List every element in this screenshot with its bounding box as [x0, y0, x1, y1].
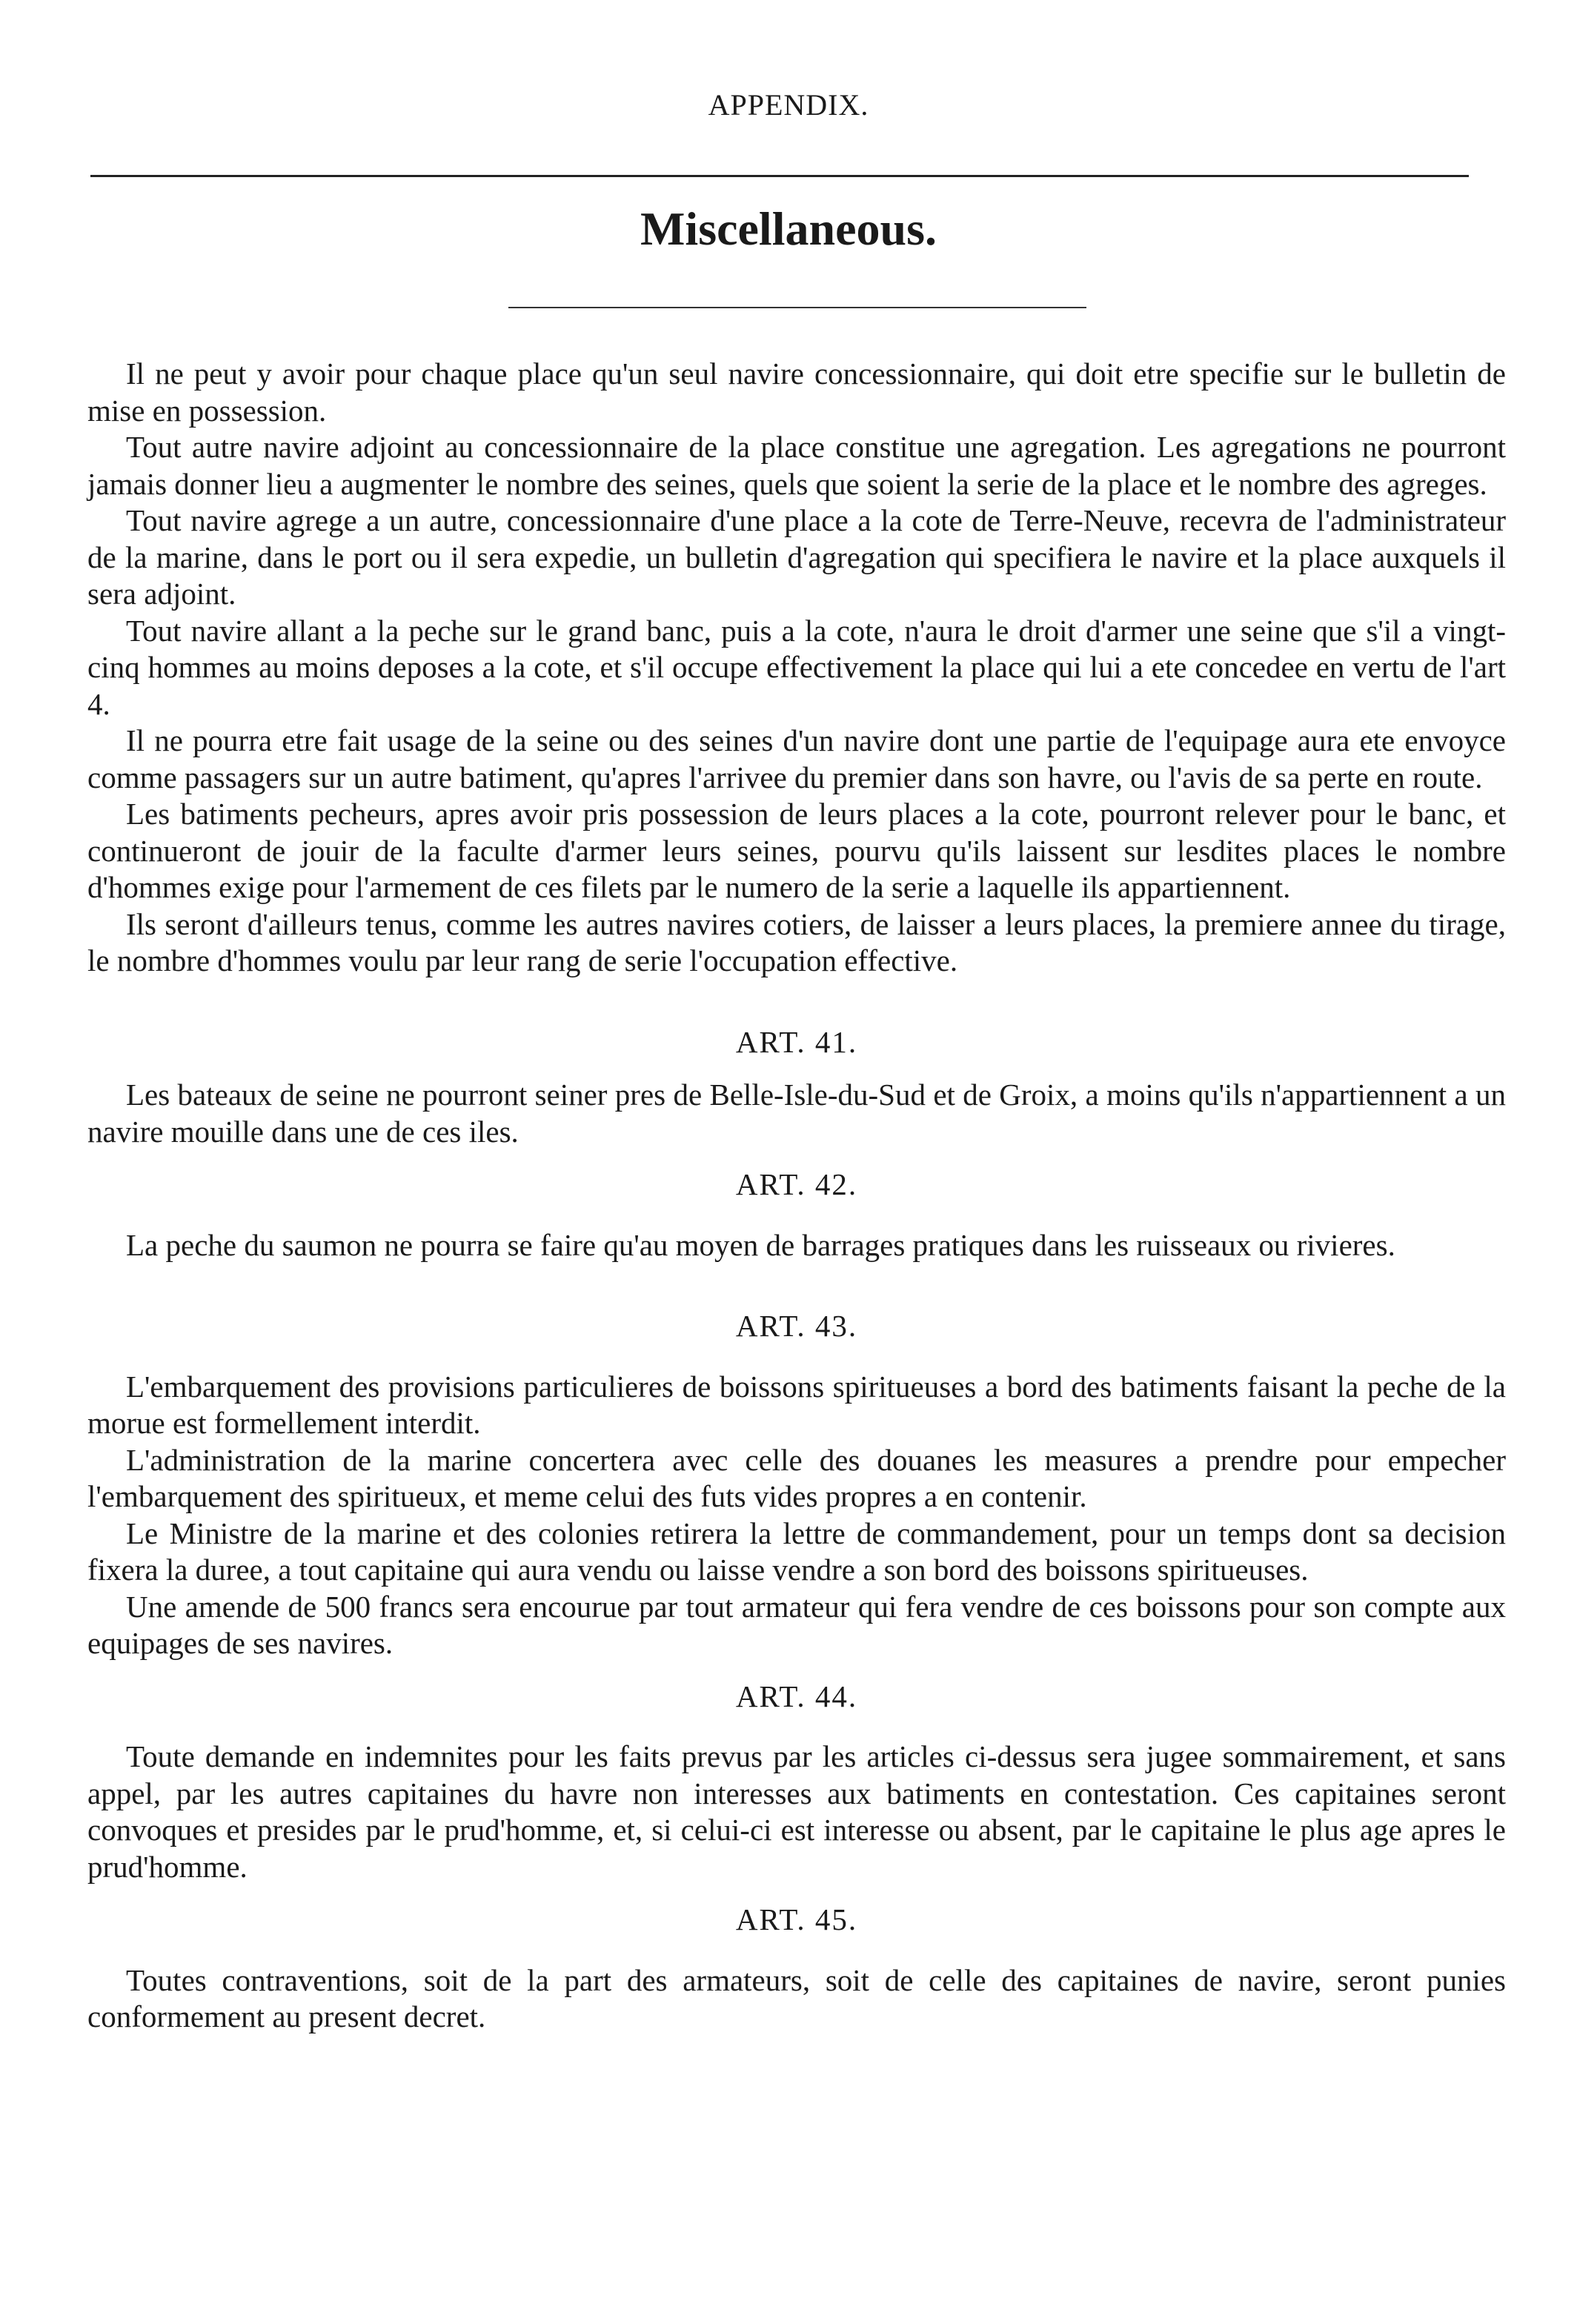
paragraph: Ils seront d'ailleurs tenus, comme les autres navires cotiers, de laisser a leurs places, la premiere annee du tirage, le nombre d'hommes voulu par leur rang de serie l'occupation effective. — [87, 906, 1506, 977]
section-title: Miscellaneous. — [640, 202, 937, 255]
paragraph: Il ne pourra etre fait usage de la seine ou des seines d'un navire dont une partie de l'equipage aura ete envoyce comme passagers sur un autre batiment, qu'apres l'arrivee du premier dans son havre, ou l'avis de sa perte en route. — [87, 723, 1506, 794]
running-head: APPENDIX. — [708, 88, 869, 122]
paragraph: Toutes contraventions, soit de la part des armateurs, soit de celle des capitaines de navire, seront punies conformement au present decret. — [87, 1962, 1506, 2034]
paragraph: Toute demande en indemnites pour les faits prevus par les articles ci-dessus sera jugee sommairement, et sans appel, par les autres capitaines du havre non interesses aux batiments en contestation. Ces capitaines seront convoques et presides par le prud'homme, et, si celui-ci est interesse ou absent, par le capitaine le plus age apres le prud'homme. — [87, 1739, 1506, 1884]
paragraph: Tout navire agrege a un autre, concessionnaire d'une place a la cote de Terre-Neuve, recevra de l'administrateur de la marine, dans le port ou il sera expedie, un bulletin d'agregation qui specifiera le navire et la place auxquels il sera adjoint. — [87, 503, 1506, 611]
article-heading: ART. 43. — [735, 1309, 858, 1343]
paragraph: Le Ministre de la marine et des colonies retirera la lettre de commandement, pour un temps dont sa decision fixera la duree, a tout capitaine qui aura vendu ou laisse vendre a son bord des boissons spiritueuses. — [87, 1515, 1506, 1587]
article-heading: ART. 42. — [735, 1167, 858, 1201]
paragraph: Tout navire allant a la peche sur le grand banc, puis a la cote, n'aura le droit d'armer une seine que s'il a vingt-cinq hommes au moins deposes a la cote, et s'il occupe effectivement la place qui lui a ete concedee en vertu de l'art 4. — [87, 613, 1506, 721]
body-text — [87, 356, 1506, 2036]
paragraph: L'embarquement des provisions particulieres de boissons spiritueuses a bord des batiments faisant la peche de la morue est formellement interdit. — [87, 1369, 1506, 1440]
paragraph: Les batiments pecheurs, apres avoir pris possession de leurs places a la cote, pourront relever pour le banc, et continueront de jouir de la faculte d'armer leurs seines, pourvu qu'ils laissent sur lesdites places le nombre d'hommes exige pour l'armement de ces filets par le numero de la serie a laquelle ils appartiennent. — [87, 797, 1506, 904]
paragraph: Il ne peut y avoir pour chaque place qu'un seul navire concessionnaire, qui doit etre specifie sur le bulletin de mise en possession. — [87, 356, 1506, 428]
paragraph: Les bateaux de seine ne pourront seiner pres de Belle-Isle-du-Sud et de Groix, a moins qu'ils n'appartiennent a un navire mouille dans une de ces iles. — [87, 1078, 1506, 1149]
article-heading: ART. 44. — [735, 1679, 858, 1713]
article-heading: ART. 41. — [735, 1024, 858, 1059]
paragraph: Tout autre navire adjoint au concessionnaire de la place constitue une agregation. Les agregations ne pourront jamais donner lieu a augmenter le nombre des seines, quels que soient la serie de la place et le nombre des agreges. — [87, 430, 1506, 501]
paragraph: La peche du saumon ne pourra se faire qu'au moyen de barrages pratiques dans les ruisseaux ou rivieres. — [126, 1227, 1395, 1262]
paragraph: Une amende de 500 francs sera encourue par tout armateur qui fera vendre de ces boissons pour son compte aux equipages de ses navires. — [87, 1589, 1506, 1660]
title-rule — [508, 307, 1086, 308]
top-rule — [90, 175, 1469, 177]
paragraph: L'administration de la marine concertera avec celle des douanes les measures a prendre pour empecher l'embarquement des spiritueux, et meme celui des futs vides propres a en contenir. — [87, 1442, 1506, 1513]
article-heading: ART. 45. — [735, 1902, 858, 1936]
